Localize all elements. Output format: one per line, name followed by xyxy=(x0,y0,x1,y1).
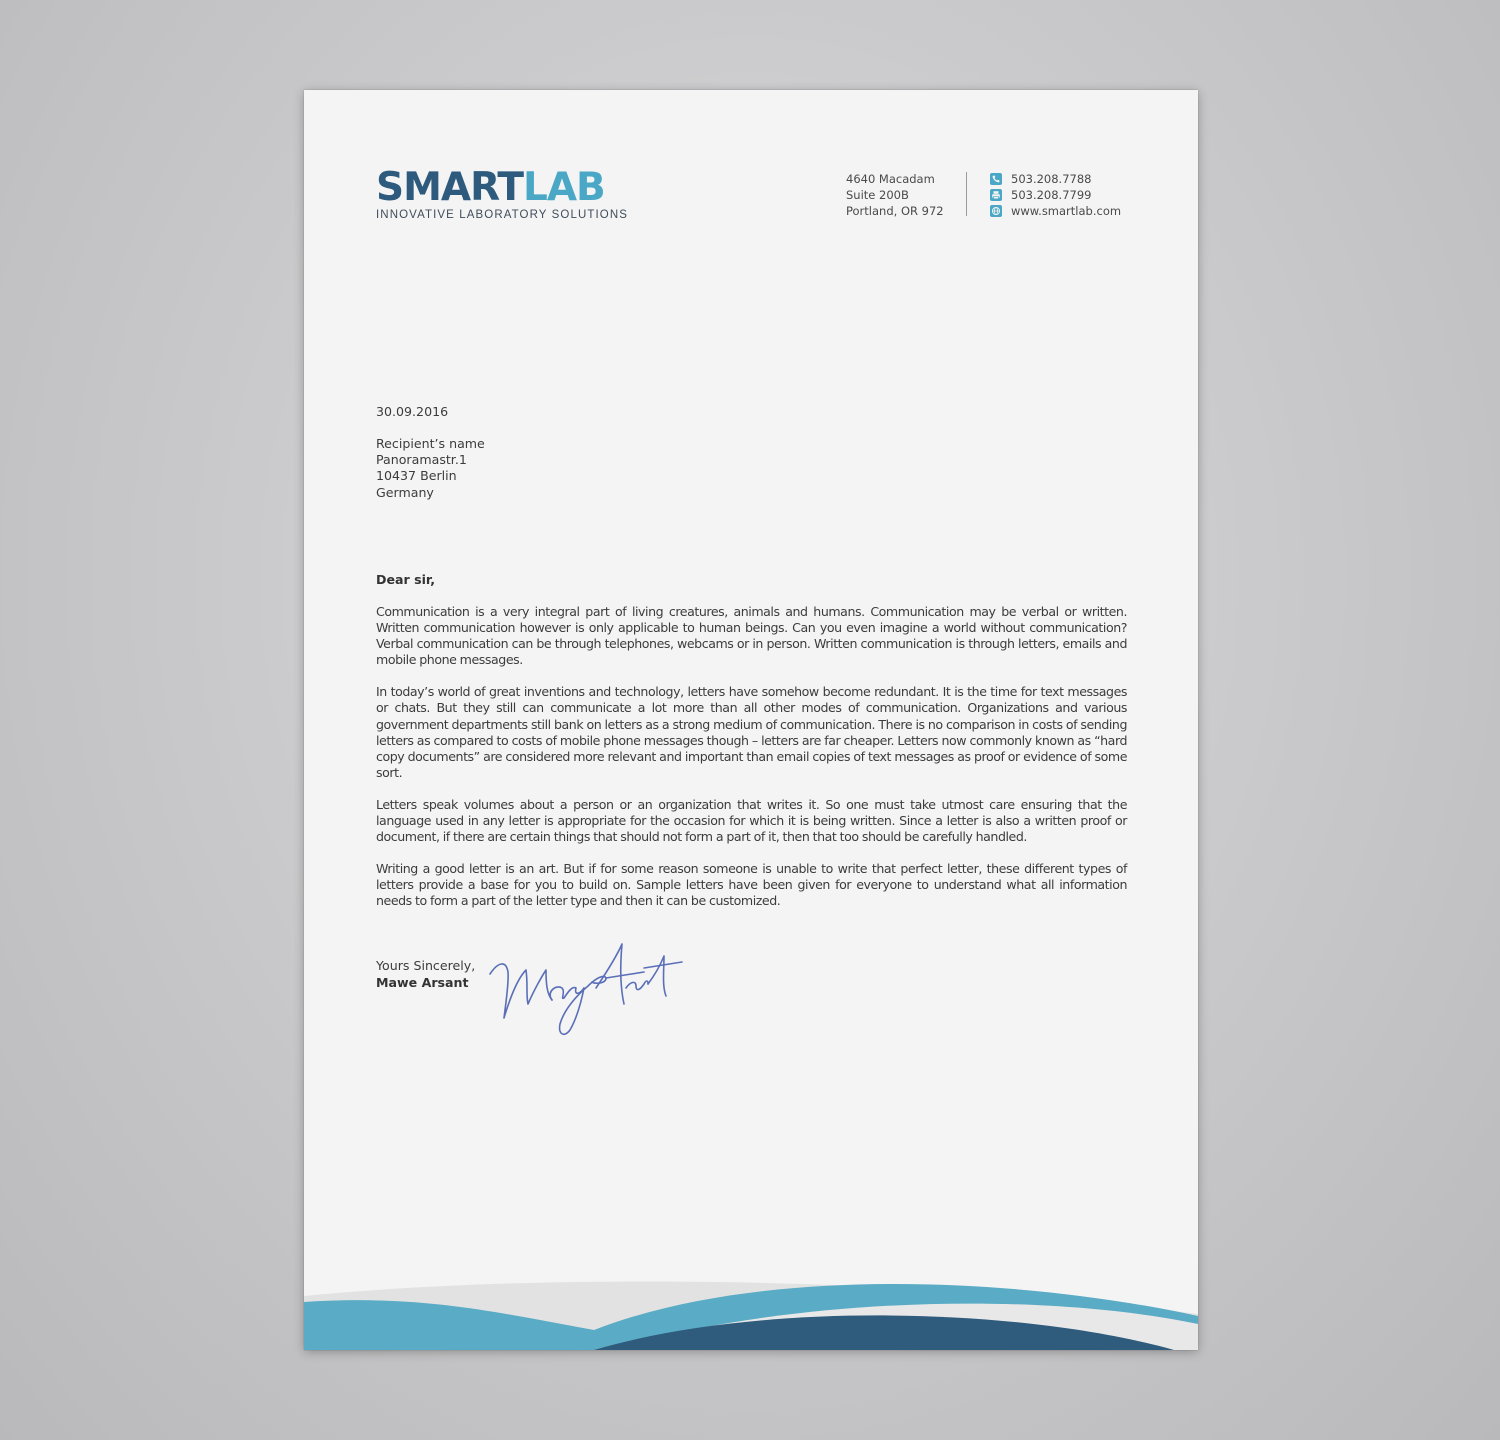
fax-icon xyxy=(990,189,1002,201)
phone-icon xyxy=(990,173,1002,185)
logo-tagline: INNOVATIVE LABORATORY SOLUTIONS xyxy=(376,209,629,221)
recipient-block xyxy=(376,436,1127,501)
letter-date: 30.09.2016 xyxy=(376,404,449,419)
contact-phone-row xyxy=(990,171,1121,187)
contact-fax: 503.208.7799 xyxy=(1011,188,1092,202)
handwritten-signature xyxy=(484,936,684,1040)
recipient-name: Recipient’s name xyxy=(376,436,485,451)
letter-body xyxy=(376,604,1127,926)
company-contact xyxy=(990,171,1121,219)
salutation: Dear sir, xyxy=(376,572,436,587)
recipient-country: Germany xyxy=(376,484,434,500)
contact-website-row xyxy=(990,203,1121,219)
company-address xyxy=(846,171,944,219)
letterhead-sheet xyxy=(304,90,1198,1350)
contact-phone[interactable]: 503.208.7788 xyxy=(1011,172,1092,186)
company-logo xyxy=(376,165,646,221)
footer-wave-decoration xyxy=(304,1270,1198,1350)
recipient-street: Panoramastr.1 xyxy=(376,452,467,468)
body-paragraph: Writing a good letter is an art. But if for some reason someone is unable to write that perfect letter, these different types of letters provide a base for you to build on. Sample letters have been given for everyone to understand what all information needs to form a part of the letter type and then it can be customized. xyxy=(376,861,1127,909)
address-line-1: 4640 Macadam xyxy=(846,172,935,186)
contact-fax-row xyxy=(990,187,1121,203)
closing-phrase: Yours Sincerely, xyxy=(376,958,476,973)
logo-wordmark xyxy=(376,165,646,210)
recipient-city: 10437 Berlin xyxy=(376,468,457,484)
signer-name: Mawe Arsant xyxy=(376,974,469,990)
body-paragraph: In today’s world of great inventions and technology, letters have somehow become redundant. It is the time for text messages or chats. But they still can communicate a lot more than all other modes of communication. Organizations and various government departments still bank on letters as a strong medium of communication. There is no comparison in costs of sending letters as compared to costs of mobile phone messages though – letters are far cheaper. Letters now commonly known as “hard copy documents” are considered more relevant and important than email copies of text messages as proof or evidence of some sort. xyxy=(376,684,1127,780)
logo-wordmark-lab: LAB xyxy=(522,165,605,210)
address-line-3: Portland, OR 972 xyxy=(846,204,944,218)
address-line-2: Suite 200B xyxy=(846,188,909,202)
globe-icon xyxy=(990,205,1002,217)
contact-website[interactable]: www.smartlab.com xyxy=(1011,204,1122,218)
body-paragraph: Communication is a very integral part of living creatures, animals and humans. Communication may be verbal or written. Written communication however is only applicable to human beings. Can you even imagine a world without communication? Verbal communication can be through telephones, webcams or in person. Written communication is through letters, emails and mobile phone messages. xyxy=(376,604,1127,668)
logo-wordmark-smart: SMART xyxy=(376,165,523,210)
header-divider xyxy=(966,172,967,216)
body-paragraph: Letters speak volumes about a person or an organization that writes it. So one must take utmost care ensuring that the language used in any letter is appropriate for the occasion for which it is being written. Since a letter is also a written proof or document, if there are certain things that should not form a part of it, then that too should be carefully handled. xyxy=(376,796,1127,845)
